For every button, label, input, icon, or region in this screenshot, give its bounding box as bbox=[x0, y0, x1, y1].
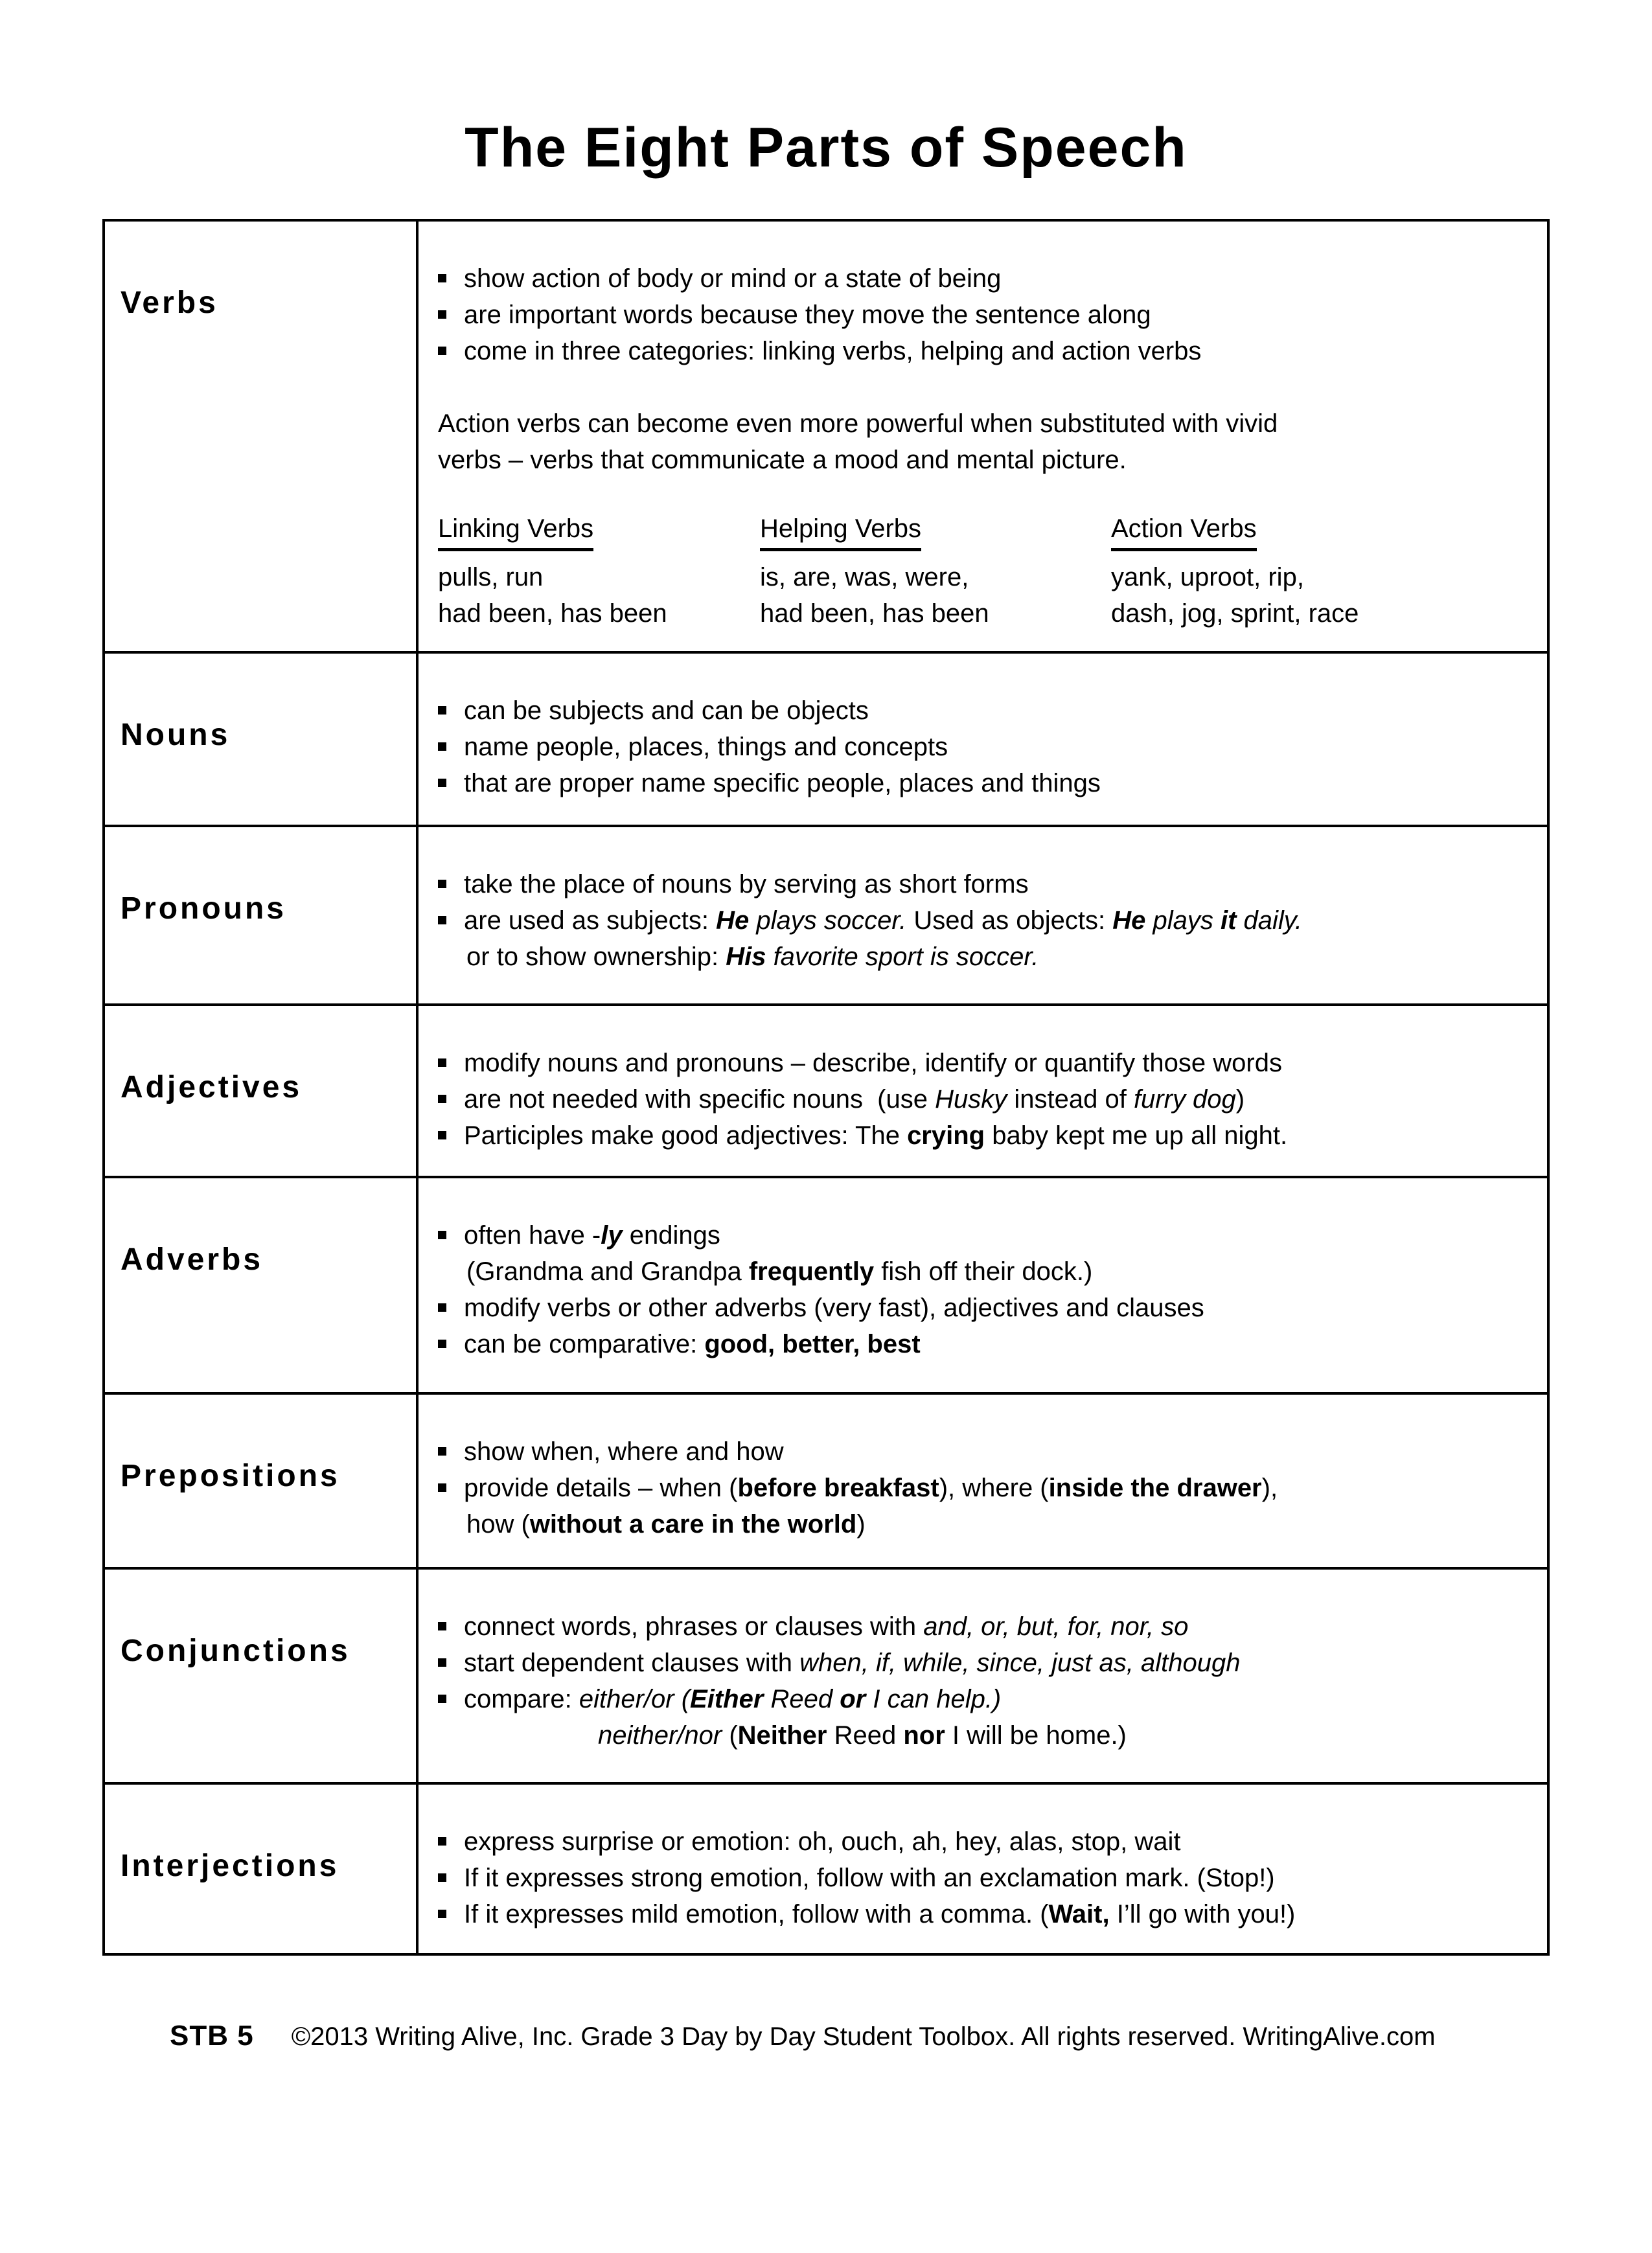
row-label-cell bbox=[105, 1006, 419, 1176]
text-segment: verbs – verbs that communicate a mood and mental picture. bbox=[438, 446, 1127, 474]
text-segment: are used as subjects: bbox=[464, 906, 717, 935]
row-label-cell bbox=[105, 827, 419, 1003]
text-segment: Action verbs can become even more powerful when substituted with vivid bbox=[438, 409, 1278, 438]
row-label: Pronouns bbox=[120, 891, 286, 926]
line-text bbox=[466, 1506, 866, 1542]
text-segment: name people, places, things and concepts bbox=[464, 733, 948, 761]
bullet-item bbox=[438, 1326, 1528, 1362]
continuation-line bbox=[598, 1717, 1528, 1754]
text-segment: Wait, bbox=[1048, 1900, 1110, 1928]
text-segment: Either bbox=[690, 1685, 764, 1713]
text-segment: I will be home.) bbox=[945, 1721, 1127, 1750]
row-content-cell bbox=[419, 1006, 1547, 1176]
text-segment: He bbox=[1112, 906, 1146, 935]
line-text bbox=[466, 939, 1038, 975]
line-text bbox=[464, 1117, 1287, 1154]
row-content-cell bbox=[419, 1395, 1547, 1567]
text-segment: express surprise or emotion: oh, ouch, ah, hey, alas, stop, wait bbox=[464, 1827, 1181, 1856]
text-segment: Reed bbox=[827, 1721, 904, 1750]
text-segment: Neither bbox=[737, 1721, 827, 1750]
bullet-item bbox=[438, 1117, 1528, 1154]
row-label: Adjectives bbox=[120, 1070, 303, 1104]
verb-examples-line: had been, has been bbox=[438, 599, 667, 628]
bullet-square-icon bbox=[438, 1622, 446, 1630]
verb-examples-line: is, are, was, were, bbox=[760, 563, 969, 591]
line-text bbox=[466, 1253, 1092, 1290]
bullet-item bbox=[438, 1860, 1528, 1896]
line-text bbox=[464, 729, 948, 765]
text-segment: either/or ( bbox=[579, 1685, 691, 1713]
text-segment: and, or, but, for, nor, so bbox=[923, 1612, 1189, 1641]
page-footer bbox=[170, 2018, 1652, 2055]
line-text bbox=[464, 765, 1101, 801]
bullet-item bbox=[438, 1824, 1528, 1860]
text-segment: frequently bbox=[748, 1257, 875, 1286]
bullet-item bbox=[438, 1217, 1528, 1253]
bullet-square-icon bbox=[438, 1095, 446, 1103]
text-segment: endings bbox=[622, 1221, 720, 1250]
bullet-square-icon bbox=[438, 1058, 446, 1067]
text-segment: ) bbox=[856, 1510, 866, 1538]
line-text bbox=[464, 692, 869, 729]
line-text bbox=[464, 1045, 1282, 1081]
line-text bbox=[464, 1824, 1180, 1860]
line-text bbox=[464, 902, 1302, 939]
text-segment: come in three categories: linking verbs, helping and action verbs bbox=[464, 337, 1202, 365]
verb-examples-line: pulls, run bbox=[438, 563, 544, 591]
text-segment: before breakfast bbox=[737, 1474, 939, 1502]
bullet-square-icon bbox=[438, 1231, 446, 1239]
bullet-item bbox=[438, 1608, 1528, 1645]
row-label-cell bbox=[105, 1178, 419, 1392]
text-segment: His bbox=[726, 943, 766, 971]
verb-type-header-text: Helping Verbs bbox=[760, 510, 921, 551]
row-content-cell bbox=[419, 1570, 1547, 1782]
table-row bbox=[105, 1006, 1547, 1178]
row-label-cell bbox=[105, 1785, 419, 1953]
continuation-line bbox=[466, 1253, 1528, 1290]
bullet-square-icon bbox=[438, 916, 446, 924]
text-segment: daily. bbox=[1236, 906, 1302, 935]
note-paragraph bbox=[438, 406, 1528, 478]
text-segment: modify nouns and pronouns – describe, identify or quantify those words bbox=[464, 1049, 1282, 1077]
text-segment: (Grandma and Grandpa bbox=[466, 1257, 749, 1286]
row-label-cell bbox=[105, 654, 419, 825]
bullet-square-icon bbox=[438, 347, 446, 355]
bullet-square-icon bbox=[438, 1303, 446, 1312]
line-text bbox=[464, 1645, 1240, 1681]
bullet-item bbox=[438, 729, 1528, 765]
text-segment: compare: bbox=[464, 1685, 579, 1713]
text-segment: provide details – when ( bbox=[464, 1474, 738, 1502]
text-segment: plays bbox=[1145, 906, 1221, 935]
bullet-square-icon bbox=[438, 880, 446, 888]
text-segment: it bbox=[1220, 906, 1237, 935]
text-segment: instead of bbox=[1007, 1085, 1134, 1114]
bullet-item bbox=[438, 1645, 1528, 1681]
table-row bbox=[105, 827, 1547, 1006]
text-segment: can be subjects and can be objects bbox=[464, 696, 869, 725]
row-label-cell bbox=[105, 222, 419, 651]
line-text bbox=[598, 1717, 1127, 1754]
bullet-square-icon bbox=[438, 1658, 446, 1667]
bullet-square-icon bbox=[438, 1447, 446, 1456]
text-segment: without a care in the world bbox=[529, 1510, 857, 1538]
bullet-item bbox=[438, 1470, 1528, 1506]
text-segment: If it expresses mild emotion, follow with a comma. ( bbox=[464, 1900, 1049, 1928]
continuation-line bbox=[466, 939, 1528, 975]
row-content-cell bbox=[419, 654, 1547, 825]
verb-type-header-text: Action Verbs bbox=[1111, 510, 1257, 551]
row-label: Verbs bbox=[120, 286, 218, 320]
bullet-square-icon bbox=[438, 310, 446, 319]
line-text bbox=[464, 333, 1201, 369]
verb-examples-line: yank, uproot, rip, bbox=[1111, 563, 1304, 591]
text-segment: Participles make good adjectives: The bbox=[464, 1121, 908, 1150]
bullet-item bbox=[438, 1434, 1528, 1470]
row-content-cell bbox=[419, 1785, 1547, 1953]
bullet-item bbox=[438, 1290, 1528, 1326]
verb-type-column bbox=[438, 510, 760, 632]
bullet-item bbox=[438, 260, 1528, 297]
bullet-item bbox=[438, 1081, 1528, 1117]
text-segment: show when, where and how bbox=[464, 1437, 784, 1466]
bullet-item bbox=[438, 765, 1528, 801]
text-segment: good, better, best bbox=[704, 1330, 921, 1358]
row-content-cell bbox=[419, 222, 1547, 651]
bullet-square-icon bbox=[438, 1837, 446, 1846]
row-content-cell bbox=[419, 1178, 1547, 1392]
row-label: Conjunctions bbox=[120, 1634, 350, 1668]
text-segment: are not needed with specific nouns (use bbox=[464, 1085, 935, 1114]
text-segment: or bbox=[840, 1685, 866, 1713]
paragraph-line bbox=[438, 442, 1528, 478]
text-segment: furry dog bbox=[1133, 1085, 1236, 1114]
table-row bbox=[105, 1178, 1547, 1395]
text-segment: start dependent clauses with bbox=[464, 1649, 800, 1677]
text-segment: neither/nor bbox=[598, 1721, 722, 1750]
continuation-line bbox=[466, 1506, 1528, 1542]
bullet-square-icon bbox=[438, 779, 446, 787]
table-row bbox=[105, 1395, 1547, 1570]
line-text bbox=[464, 1326, 921, 1362]
bullet-square-icon bbox=[438, 742, 446, 751]
bullet-item bbox=[438, 1681, 1528, 1717]
bullet-square-icon bbox=[438, 274, 446, 282]
line-text bbox=[464, 260, 1001, 297]
table-row bbox=[105, 1785, 1547, 1953]
bullet-item bbox=[438, 1045, 1528, 1081]
text-segment: can be comparative: bbox=[464, 1330, 705, 1358]
footer-code-label: STB 5 bbox=[170, 2020, 254, 2052]
verb-type-column bbox=[1111, 510, 1359, 632]
text-segment: favorite sport is soccer. bbox=[766, 943, 1039, 971]
row-label-cell bbox=[105, 1395, 419, 1567]
line-text bbox=[464, 297, 1151, 333]
text-segment: ), where ( bbox=[939, 1474, 1049, 1502]
page-title: The Eight Parts of Speech bbox=[465, 117, 1187, 179]
verb-type-column bbox=[760, 510, 1111, 632]
text-segment: crying bbox=[907, 1121, 985, 1150]
verb-type-header-text: Linking Verbs bbox=[438, 510, 593, 551]
line-text bbox=[464, 1081, 1245, 1117]
verb-type-header bbox=[760, 510, 1111, 551]
text-segment: or to show ownership: bbox=[466, 943, 726, 971]
table-row bbox=[105, 222, 1547, 654]
row-label: Prepositions bbox=[120, 1459, 340, 1493]
line-text bbox=[464, 1896, 1295, 1932]
row-label: Adverbs bbox=[120, 1242, 264, 1277]
text-segment: ) bbox=[1235, 1085, 1245, 1114]
line-text bbox=[464, 1470, 1278, 1506]
text-segment: ly bbox=[601, 1221, 623, 1250]
paragraph-line bbox=[438, 406, 1528, 442]
parts-of-speech-table bbox=[102, 219, 1550, 1956]
text-segment: modify verbs or other adverbs (very fast), adjectives and clauses bbox=[464, 1294, 1204, 1322]
line-text bbox=[464, 1434, 784, 1470]
text-segment: connect words, phrases or clauses with bbox=[464, 1612, 924, 1641]
text-segment: I can help.) bbox=[866, 1685, 1002, 1713]
text-segment: ), bbox=[1261, 1474, 1278, 1502]
line-text bbox=[464, 1290, 1204, 1326]
bullet-square-icon bbox=[438, 1131, 446, 1139]
verb-type-header bbox=[1111, 510, 1359, 551]
verb-examples-line: dash, jog, sprint, race bbox=[1111, 599, 1359, 628]
bullet-item bbox=[438, 333, 1528, 369]
text-segment: that are proper name specific people, places and things bbox=[464, 769, 1101, 797]
row-label: Interjections bbox=[120, 1849, 339, 1883]
text-segment: are important words because they move the sentence along bbox=[464, 301, 1151, 329]
text-segment: how ( bbox=[466, 1510, 530, 1538]
text-segment: ( bbox=[722, 1721, 738, 1750]
bullet-square-icon bbox=[438, 706, 446, 715]
bullet-square-icon bbox=[438, 1695, 446, 1703]
bullet-square-icon bbox=[438, 1483, 446, 1492]
bullet-item bbox=[438, 692, 1528, 729]
document-page bbox=[0, 115, 1652, 2055]
text-segment: I’ll go with you!) bbox=[1109, 1900, 1296, 1928]
line-text bbox=[464, 1860, 1275, 1896]
text-segment: when, if, while, since, just as, although bbox=[799, 1649, 1241, 1677]
row-label-cell bbox=[105, 1570, 419, 1782]
text-segment: nor bbox=[903, 1721, 945, 1750]
verb-type-header bbox=[438, 510, 760, 551]
table-row bbox=[105, 1570, 1547, 1785]
text-segment: inside the drawer bbox=[1048, 1474, 1262, 1502]
text-segment: take the place of nouns by serving as short forms bbox=[464, 870, 1029, 898]
text-segment: plays soccer. bbox=[749, 906, 907, 935]
line-text bbox=[464, 866, 1029, 902]
row-content-cell bbox=[419, 827, 1547, 1003]
text-segment: fish off their dock.) bbox=[874, 1257, 1093, 1286]
bullet-item bbox=[438, 297, 1528, 333]
bullet-square-icon bbox=[438, 1340, 446, 1348]
text-segment: If it expresses strong emotion, follow with an exclamation mark. (Stop!) bbox=[464, 1864, 1275, 1892]
bullet-item bbox=[438, 866, 1528, 902]
table-row bbox=[105, 654, 1547, 827]
line-text bbox=[464, 1217, 720, 1253]
text-segment: Used as objects: bbox=[906, 906, 1113, 935]
bullet-square-icon bbox=[438, 1910, 446, 1918]
bullet-square-icon bbox=[438, 1873, 446, 1882]
text-segment: baby kept me up all night. bbox=[985, 1121, 1288, 1150]
bullet-item bbox=[438, 1896, 1528, 1932]
text-segment: show action of body or mind or a state of being bbox=[464, 264, 1002, 293]
bullet-item bbox=[438, 902, 1528, 939]
line-text bbox=[464, 1608, 1188, 1645]
verb-types-columns bbox=[438, 510, 1528, 632]
verb-examples-line: had been, has been bbox=[760, 599, 989, 628]
text-segment: He bbox=[716, 906, 750, 935]
line-text bbox=[464, 1681, 1001, 1717]
footer-copyright-text: ©2013 Writing Alive, Inc. Grade 3 Day by Day Student Toolbox. All rights reserved. WritingAlive.com bbox=[291, 2022, 1436, 2051]
text-segment: often have - bbox=[464, 1221, 601, 1250]
text-segment: Husky bbox=[935, 1085, 1007, 1114]
row-label: Nouns bbox=[120, 718, 231, 752]
text-segment: Reed bbox=[763, 1685, 840, 1713]
